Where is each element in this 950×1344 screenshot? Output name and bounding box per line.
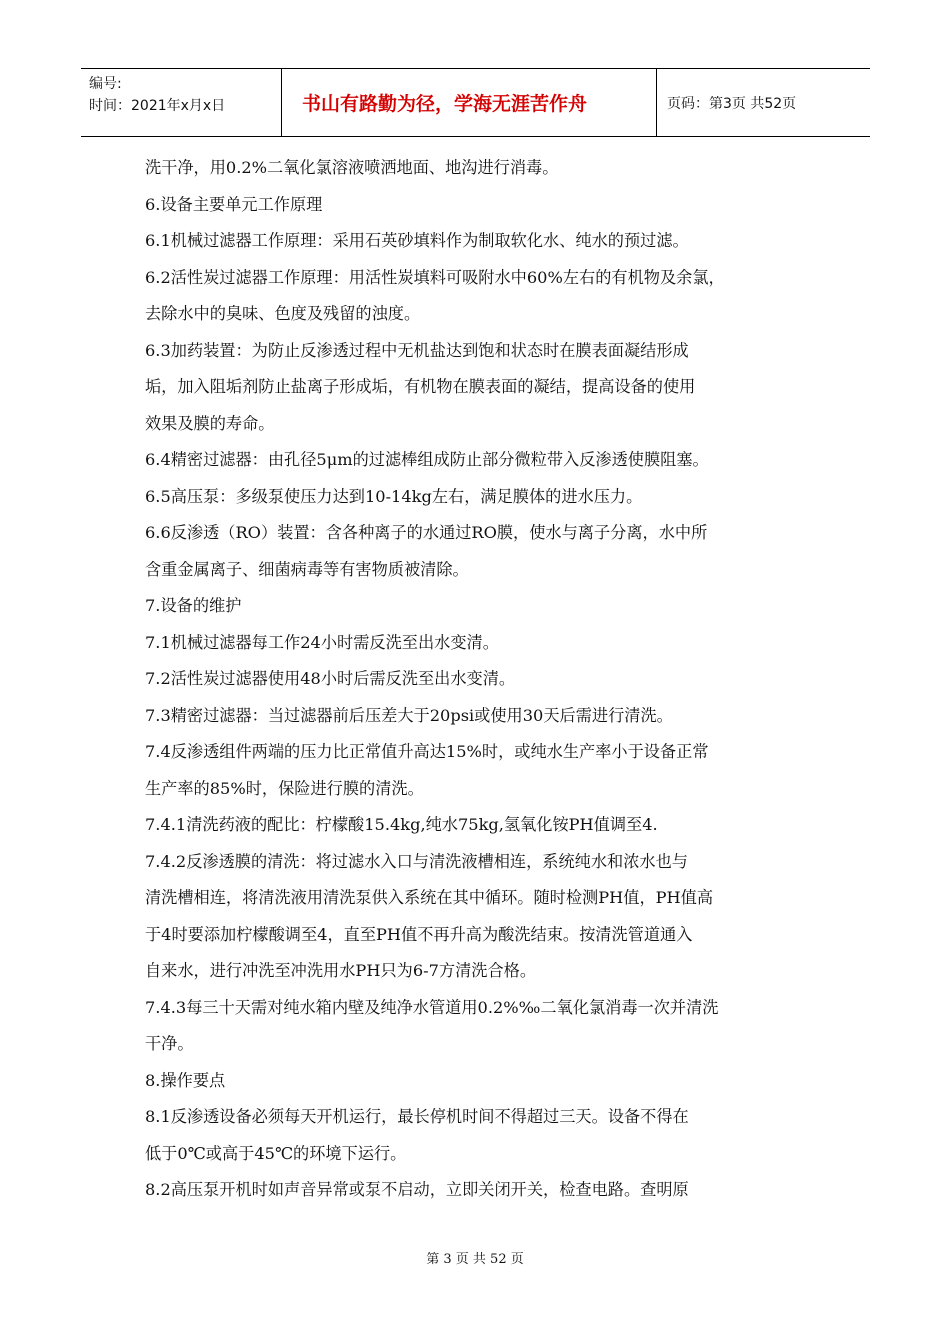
body-text-line: 垢，加入阻垢剂防止盐离子形成垢，有机物在膜表面的凝结，提高设备的使用 — [145, 377, 696, 396]
body-text-line: 7.4.2反渗透膜的清洗：将过滤水入口与清洗液槽相连，系统纯水和浓水也与 — [145, 851, 688, 871]
body-text-line: 低于0℃或高于45℃的环境下运行。 — [145, 1143, 407, 1163]
body-text-line: 6.5高压泵：多级泵使压力达到10-14kg左右，满足膜体的进水压力。 — [145, 486, 643, 506]
body-text-line: 8.操作要点 — [145, 1070, 226, 1090]
header-motto: 书山有路勤为径，学海无涯苦作舟 — [282, 69, 657, 136]
document-body — [145, 150, 807, 1209]
body-text-line: 效果及膜的寿命。 — [145, 413, 275, 433]
body-text-line: 6.1机械过滤器工作原理：采用石英砂填料作为制取软化水、纯水的预过滤。 — [145, 231, 689, 250]
body-text-line: 7.4反渗透组件两端的压力比正常值升高达15%时，或纯水生产率小于设备正常 — [145, 742, 709, 761]
document-number-label: 编号: — [89, 76, 122, 92]
document-time: 时间：2021年x月x日 — [89, 98, 226, 114]
body-text-line: 洗干净，用0.2%二氧化氯溶液喷洒地面、地沟进行消毒。 — [145, 158, 559, 177]
body-text-line: 7.设备的维护 — [145, 596, 242, 615]
body-text-line: 7.4.1清洗药液的配比：柠檬酸15.4kg,纯水75kg,氢氧化铵PH值调至4. — [145, 815, 658, 834]
body-text-line: 8.1反渗透设备必须每天开机运行，最长停机时间不得超过三天。设备不得在 — [145, 1107, 689, 1126]
header-page-info: 页码：第3页 共52页 — [667, 95, 797, 112]
body-text-line: 7.3精密过滤器：当过滤器前后压差大于20psi或使用30天后需进行清洗。 — [145, 705, 673, 725]
body-text-line: 6.3加药装置：为防止反渗透过程中无机盐达到饱和状态时在膜表面凝结形成 — [145, 340, 689, 360]
body-text-line: 6.2活性炭过滤器工作原理：用活性炭填料可吸附水中60%左右的有机物及余氯， — [145, 267, 725, 287]
body-text-line: 7.2活性炭过滤器使用48小时后需反洗至出水变清。 — [145, 669, 516, 688]
body-text-line: 7.4.3每三十天需对纯水箱内壁及纯净水管道用0.2%‰二氧化氯消毒一次并清洗 — [145, 997, 719, 1017]
header-meta — [81, 69, 282, 136]
page-header — [81, 68, 870, 137]
body-text-line: 6.设备主要单元工作原理 — [145, 194, 323, 214]
body-text-line: 清洗槽相连，将清洗液用清洗泵供入系统在其中循环。随时检测PH值，PH值高 — [145, 888, 714, 907]
body-text-line: 6.6反渗透（RO）装置：含各种离子的水通过RO膜，使水与离子分离，水中所 — [145, 523, 708, 542]
body-text-line: 6.4精密过滤器：由孔径5μm的过滤棒组成防止部分微粒带入反渗透使膜阻塞。 — [145, 450, 709, 469]
body-text-line: 去除水中的臭味、色度及残留的浊度。 — [145, 304, 421, 323]
body-text-line: 于4时要添加柠檬酸调至4，直至PH值不再升高为酸洗结束。按清洗管道通入 — [145, 924, 693, 944]
body-text-line: 生产率的85%时，保险进行膜的清洗。 — [145, 778, 424, 798]
body-text-line: 8.2高压泵开机时如声音异常或泵不启动，立即关闭开关，检查电路。查明原 — [145, 1180, 689, 1199]
page-footer: 第 3 页 共 52 页 — [426, 1252, 524, 1267]
body-text-line: 自来水，进行冲洗至冲洗用水PH只为6-7方清洗合格。 — [145, 961, 537, 980]
body-text-line: 7.1机械过滤器每工作24小时需反洗至出水变清。 — [145, 632, 499, 652]
body-text-line: 干净。 — [145, 1034, 194, 1053]
body-text-line: 含重金属离子、细菌病毒等有害物质被清除。 — [145, 559, 469, 579]
